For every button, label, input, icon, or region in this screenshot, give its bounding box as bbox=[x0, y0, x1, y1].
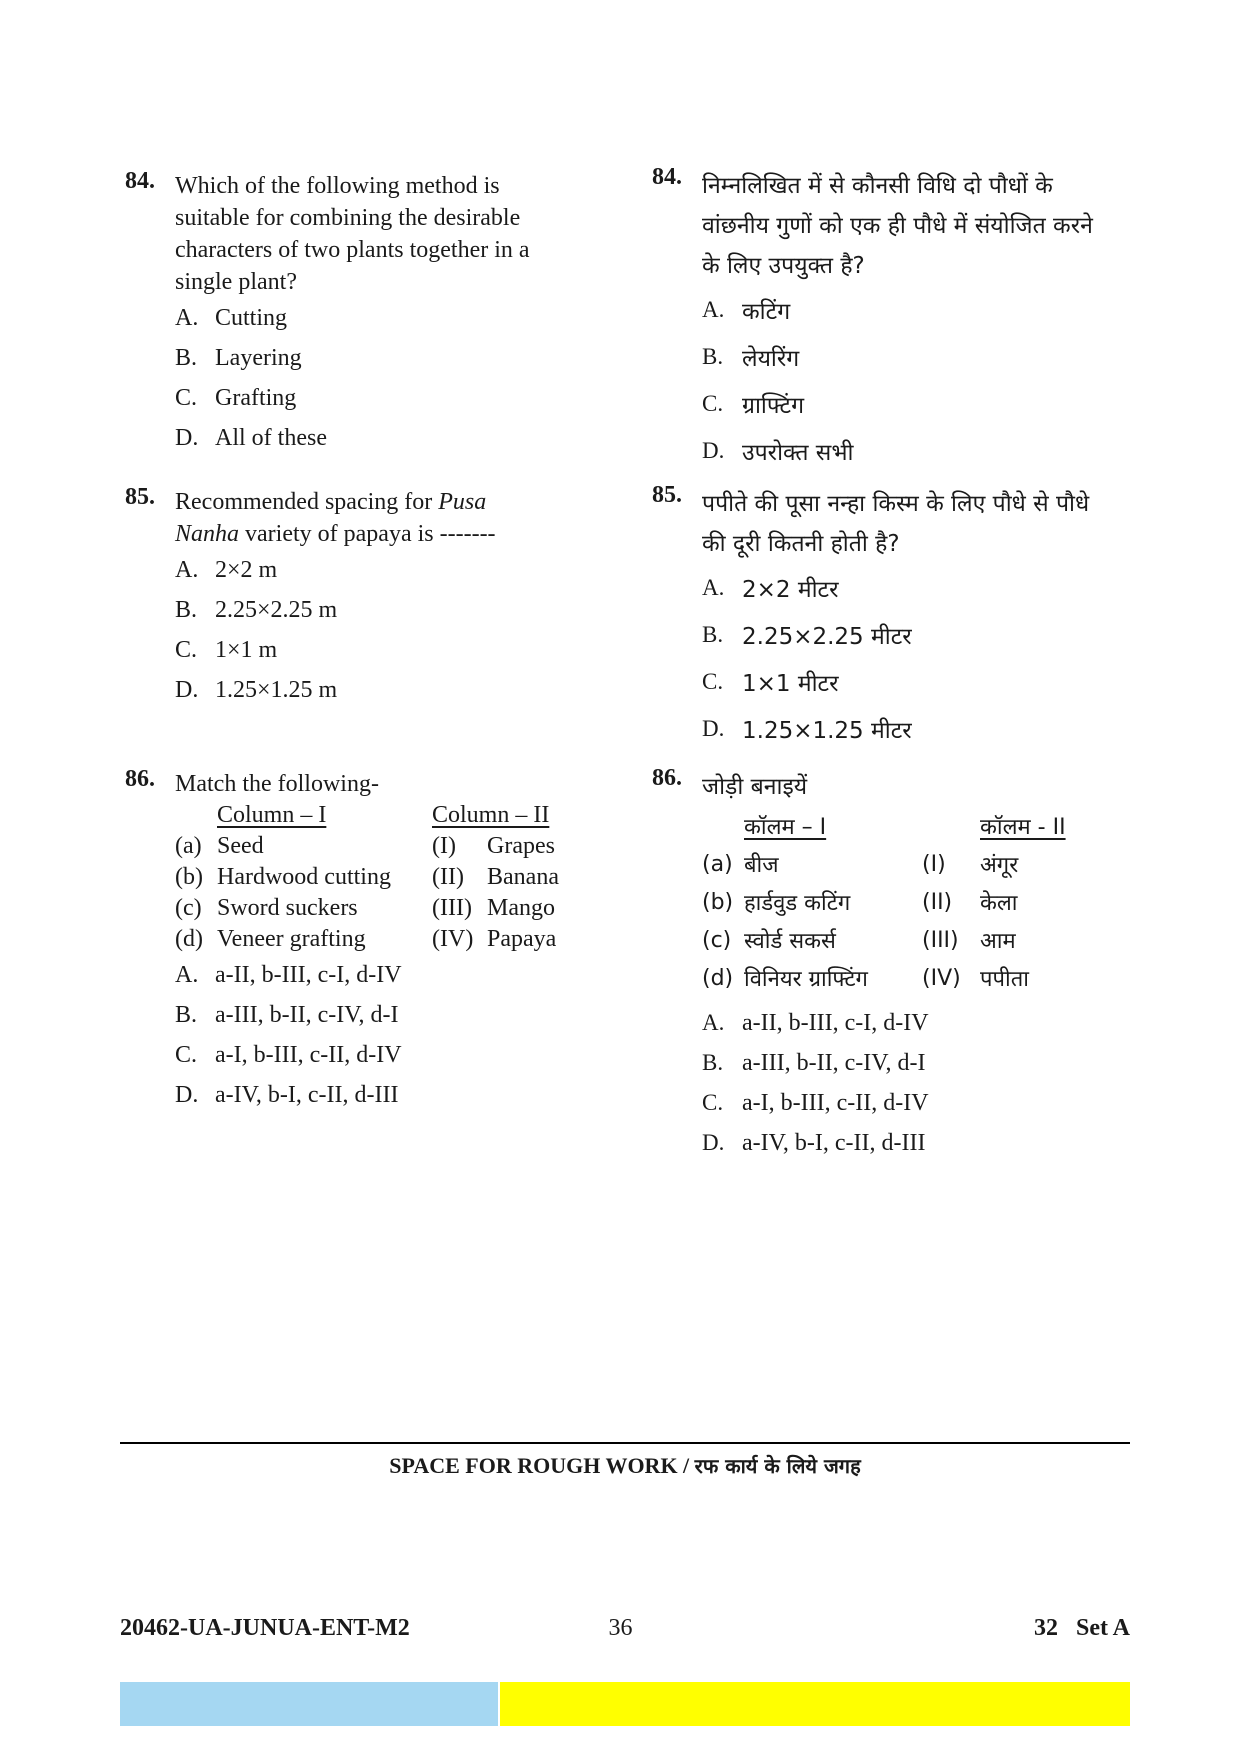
option-c: C. a-I, b-III, c-II, d-IV bbox=[175, 1041, 402, 1068]
question-84-hi bbox=[652, 166, 1122, 474]
question-number: 84. bbox=[125, 168, 155, 194]
match-table bbox=[175, 800, 595, 955]
option-c: C. ग्राफ्टिंग bbox=[702, 390, 805, 419]
question-text: निम्नलिखित में से कौनसी विधि दो पौधों के वांछनीय गुणों को एक ही पौधे में संयोजित करने के लिए उपयुक्त है? bbox=[702, 173, 1093, 279]
question-text: Recommended spacing for Pusa Nanha variety of papaya is ------- bbox=[175, 489, 496, 547]
option-c: C. Grafting bbox=[175, 384, 297, 411]
match-row: (a) Seed (I) Grapes bbox=[175, 833, 555, 859]
question-text: Match the following- bbox=[175, 771, 379, 797]
option-d: D. 1.25×1.25 मीटर bbox=[702, 715, 912, 744]
option-a: A. a-II, b-III, c-I, d-IV bbox=[175, 961, 402, 988]
match-row: (c) स्वोर्ड सकर्स (III) आम bbox=[702, 927, 1016, 954]
option-d: D. All of these bbox=[175, 424, 327, 451]
option-c: C. 1×1 m bbox=[175, 636, 278, 663]
question-text: जोड़ी बनाइयें bbox=[702, 774, 808, 800]
match-table-header: Column – I Column – II bbox=[217, 802, 550, 828]
question-86-en bbox=[125, 768, 595, 1115]
divider-line bbox=[120, 1442, 1130, 1444]
question-number: 85. bbox=[652, 482, 682, 508]
question-text: Which of the following method is suitable for combining the desirable characters of two plants together in a single plant? bbox=[175, 173, 530, 295]
question-85-en bbox=[125, 486, 595, 710]
match-table bbox=[702, 807, 1122, 997]
option-b: B. 2.25×2.25 मीटर bbox=[702, 621, 912, 650]
option-a: A. Cutting bbox=[175, 304, 288, 331]
match-table-header: कॉलम – I कॉलम - II bbox=[744, 815, 1066, 840]
rough-work-label: SPACE FOR ROUGH WORK / रफ कार्य के लिये जगह bbox=[389, 1453, 861, 1478]
match-row: (d) विनियर ग्राफ्टिंग (IV) पपीता bbox=[702, 965, 1029, 992]
question-86-hi bbox=[652, 767, 1122, 1163]
option-d: D. a-IV, b-I, c-II, d-III bbox=[702, 1129, 926, 1156]
option-b: B. 2.25×2.25 m bbox=[175, 596, 338, 623]
question-number: 84. bbox=[652, 164, 682, 190]
option-d: D. उपरोक्त सभी bbox=[702, 437, 854, 466]
page-number: 36 bbox=[608, 1615, 633, 1641]
question-number: 86. bbox=[652, 765, 682, 791]
match-row: (b) हार्डवुड कटिंग (II) केला bbox=[702, 889, 1018, 916]
option-b: B. Layering bbox=[175, 344, 302, 371]
option-d: D. a-IV, b-I, c-II, d-III bbox=[175, 1081, 399, 1108]
option-c: C. a-I, b-III, c-II, d-IV bbox=[702, 1089, 929, 1116]
question-85-hi bbox=[652, 484, 1122, 752]
question-text: पपीते की पूसा नन्हा किस्म के लिए पौधे से पौधे की दूरी कितनी होती है? bbox=[702, 491, 1090, 557]
question-number: 86. bbox=[125, 766, 155, 792]
option-b: B. a-III, b-II, c-IV, d-I bbox=[702, 1049, 926, 1076]
match-row: (d) Veneer grafting (IV) Papaya bbox=[175, 926, 557, 952]
match-row: (b) Hardwood cutting (II) Banana bbox=[175, 864, 559, 890]
match-row: (c) Sword suckers (III) Mango bbox=[175, 895, 555, 921]
set-label: 32 Set A bbox=[1034, 1615, 1130, 1641]
footer-bar-blue bbox=[120, 1682, 498, 1726]
footer-bar-yellow bbox=[500, 1682, 1130, 1726]
option-d: D. 1.25×1.25 m bbox=[175, 676, 338, 703]
option-a: A. 2×2 मीटर bbox=[702, 574, 839, 603]
question-number: 85. bbox=[125, 484, 155, 510]
question-84-en bbox=[125, 170, 595, 458]
option-a: A. a-II, b-III, c-I, d-IV bbox=[702, 1009, 929, 1036]
paper-code: 20462-UA-JUNUA-ENT-M2 bbox=[120, 1615, 410, 1641]
option-b: B. a-III, b-II, c-IV, d-I bbox=[175, 1001, 399, 1028]
match-row: (a) बीज (I) अंगूर bbox=[702, 851, 1019, 878]
option-a: A. 2×2 m bbox=[175, 556, 278, 583]
option-b: B. लेयरिंग bbox=[702, 343, 800, 372]
option-a: A. कटिंग bbox=[702, 296, 791, 325]
option-c: C. 1×1 मीटर bbox=[702, 668, 839, 697]
